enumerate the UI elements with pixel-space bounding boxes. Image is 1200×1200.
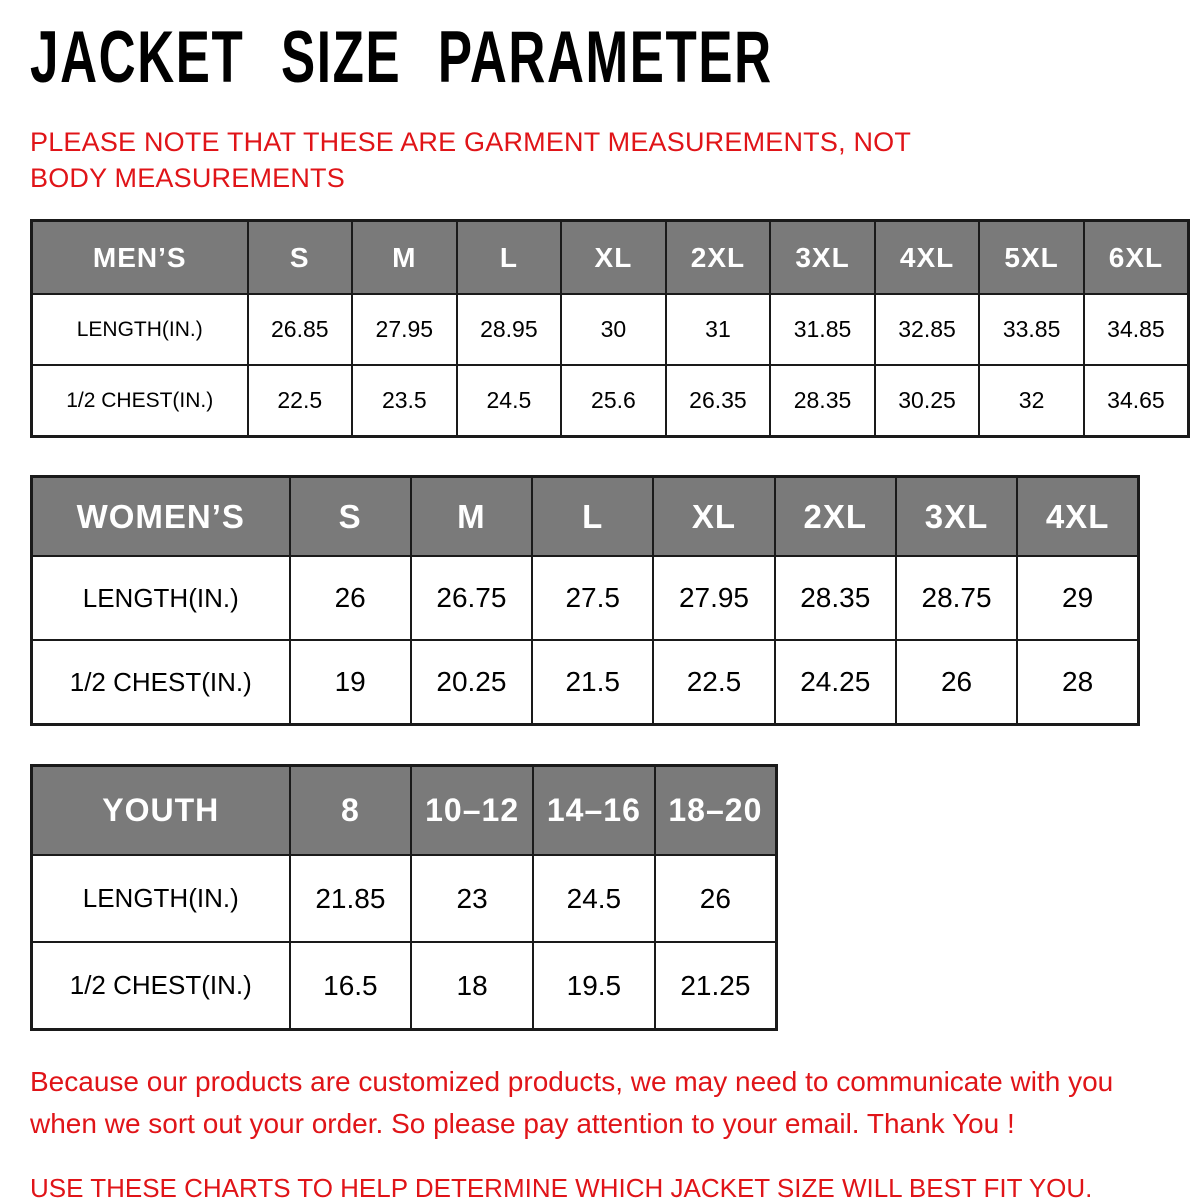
mens-value-cell: 26.85 (248, 294, 353, 365)
mens-value-cell: 23.5 (352, 365, 457, 436)
womens-table-title-cell: WOMEN’S (32, 476, 290, 556)
womens-value-cell: 21.5 (532, 640, 653, 724)
mens-value-cell: 34.85 (1084, 294, 1189, 365)
mens-value-cell: 30 (561, 294, 666, 365)
mens-header-row (32, 220, 1189, 294)
mens-size-header-cell: S (248, 220, 353, 294)
mens-value-cell: 34.65 (1084, 365, 1189, 436)
womens-size-table (30, 475, 1140, 726)
womens-value-cell: 28.35 (775, 556, 896, 640)
mens-value-cell: 28.95 (457, 294, 562, 365)
womens-size-header-cell: M (411, 476, 532, 556)
mens-value-cell: 31.85 (770, 294, 875, 365)
womens-size-header-cell: S (290, 476, 411, 556)
mens-measurement-row (32, 294, 1189, 365)
youth-measurement-row (32, 855, 777, 942)
youth-value-cell: 23 (411, 855, 533, 942)
womens-value-cell: 26 (896, 640, 1017, 724)
youth-value-cell: 21.25 (655, 942, 777, 1029)
womens-row-label-cell: LENGTH(IN.) (32, 556, 290, 640)
mens-table-title-cell: MEN’S (32, 220, 248, 294)
mens-value-cell: 26.35 (666, 365, 771, 436)
womens-size-header-cell: 3XL (896, 476, 1017, 556)
mens-size-header-cell: XL (561, 220, 666, 294)
womens-measurement-row (32, 556, 1139, 640)
mens-size-header-cell: 2XL (666, 220, 771, 294)
chart-usage-note: USE THESE CHARTS TO HELP DETERMINE WHICH JACKET SIZE WILL BEST FIT YOU. (30, 1172, 1093, 1200)
page-title (30, 16, 1170, 99)
page-title-text: JACKET SIZE PARAMETER (30, 16, 773, 99)
youth-size-table (30, 764, 778, 1031)
youth-value-cell: 26 (655, 855, 777, 942)
mens-row-label-cell: LENGTH(IN.) (32, 294, 248, 365)
youth-value-cell: 19.5 (533, 942, 655, 1029)
youth-value-cell: 24.5 (533, 855, 655, 942)
mens-measurement-row (32, 365, 1189, 436)
youth-value-cell: 21.85 (290, 855, 412, 942)
mens-value-cell: 30.25 (875, 365, 980, 436)
mens-value-cell: 32 (979, 365, 1084, 436)
mens-value-cell: 33.85 (979, 294, 1084, 365)
size-tables (30, 219, 1170, 1031)
womens-size-header-cell: XL (653, 476, 774, 556)
youth-row-label-cell: 1/2 CHEST(IN.) (32, 942, 290, 1029)
womens-size-header-cell: L (532, 476, 653, 556)
womens-measurement-row (32, 640, 1139, 724)
mens-size-header-cell: 6XL (1084, 220, 1189, 294)
mens-value-cell: 27.95 (352, 294, 457, 365)
customization-notice: Because our products are customized products, we may need to communicate with you when we sort out your order. So please pay attention to your email. Thank You ! (30, 1065, 1114, 1140)
womens-size-header-cell: 4XL (1017, 476, 1138, 556)
mens-value-cell: 31 (666, 294, 771, 365)
womens-value-cell: 28.75 (896, 556, 1017, 640)
mens-value-cell: 32.85 (875, 294, 980, 365)
mens-size-header-cell: 4XL (875, 220, 980, 294)
womens-value-cell: 22.5 (653, 640, 774, 724)
youth-header-row (32, 765, 777, 855)
mens-size-table (30, 219, 1190, 438)
womens-value-cell: 26.75 (411, 556, 532, 640)
mens-size-header-cell: 3XL (770, 220, 875, 294)
youth-table-title-cell: YOUTH (32, 765, 290, 855)
youth-size-header-cell: 18–20 (655, 765, 777, 855)
youth-size-header-cell: 10–12 (411, 765, 533, 855)
mens-value-cell: 25.6 (561, 365, 666, 436)
garment-measurement-note: PLEASE NOTE THAT THESE ARE GARMENT MEASUREMENTS, NOT BODY MEASUREMENTS (30, 127, 911, 194)
youth-size-header-cell: 8 (290, 765, 412, 855)
womens-value-cell: 27.5 (532, 556, 653, 640)
mens-size-header-cell: M (352, 220, 457, 294)
womens-value-cell: 28 (1017, 640, 1138, 724)
mens-value-cell: 22.5 (248, 365, 353, 436)
womens-value-cell: 29 (1017, 556, 1138, 640)
mens-size-header-cell: 5XL (979, 220, 1084, 294)
womens-row-label-cell: 1/2 CHEST(IN.) (32, 640, 290, 724)
youth-value-cell: 16.5 (290, 942, 412, 1029)
mens-size-header-cell: L (457, 220, 562, 294)
mens-value-cell: 24.5 (457, 365, 562, 436)
womens-size-header-cell: 2XL (775, 476, 896, 556)
mens-value-cell: 28.35 (770, 365, 875, 436)
youth-row-label-cell: LENGTH(IN.) (32, 855, 290, 942)
womens-value-cell: 26 (290, 556, 411, 640)
womens-header-row (32, 476, 1139, 556)
youth-measurement-row (32, 942, 777, 1029)
womens-value-cell: 27.95 (653, 556, 774, 640)
youth-size-header-cell: 14–16 (533, 765, 655, 855)
womens-value-cell: 19 (290, 640, 411, 724)
womens-value-cell: 24.25 (775, 640, 896, 724)
womens-value-cell: 20.25 (411, 640, 532, 724)
youth-value-cell: 18 (411, 942, 533, 1029)
mens-row-label-cell: 1/2 CHEST(IN.) (32, 365, 248, 436)
